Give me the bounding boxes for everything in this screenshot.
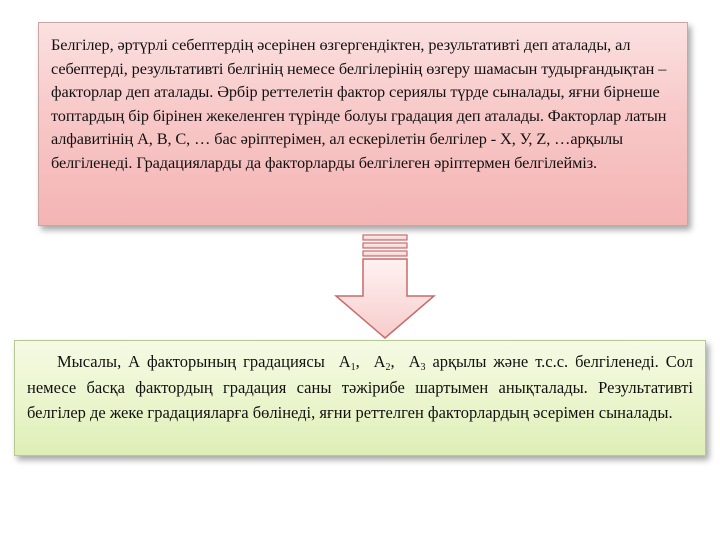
definition-text: Белгілер, әртүрлі себептердің әсерінен өзгергендіктен, результативті деп аталады, ал себептерді, результативті белгінің немесе белгілерінің өзгеру шамасын тудырғандықтан – факторлар деп аталады. Әрбір реттелетін фактор сериялы түрде сыналады, яғни бірнеше топтардың бір бірінен жекеленген түрінде болуы градация деп аталады. Факторлар латын алфавитінің А, В, С, … бас әріптерімен, ал ескерілетін белгілер - Х, У, Z, …арқылы белгіленеді. Градацияларды да факторларды белгілеген әріптермен белгілейміз. [51, 35, 667, 172]
example-box [14, 340, 706, 456]
down-arrow-icon [330, 232, 440, 342]
gradation-a2: $А_2$ [373, 352, 391, 373]
example-intro: Мысалы, А факторының градациясы [57, 352, 325, 371]
example-rest: арқылы және т.с.с. белгіленеді. Сол немесе басқа фактордың градация саны тәжірибе шартымен анықталады. Результативті белгілер де жеке градацияларға бөлінеді, яғни реттелген факторлардың әсерімен сыналады. [27, 352, 694, 422]
example-text: Мысалы, А факторының градациясы $А_1$, $А_2$, $А_3$ арқылы және т.с.с. белгіленеді. Сол немесе басқа фактордың градация саны тәжірибе шартымен анықталады. Результативті белгілер де жеке градацияларға бөлінеді, яғни реттелген факторлардың әсерімен сыналады. [27, 352, 694, 422]
gradation-a1: $А_1$ [338, 352, 356, 373]
gradation-a3: $А_3$ [408, 352, 426, 373]
definition-box [38, 22, 688, 226]
